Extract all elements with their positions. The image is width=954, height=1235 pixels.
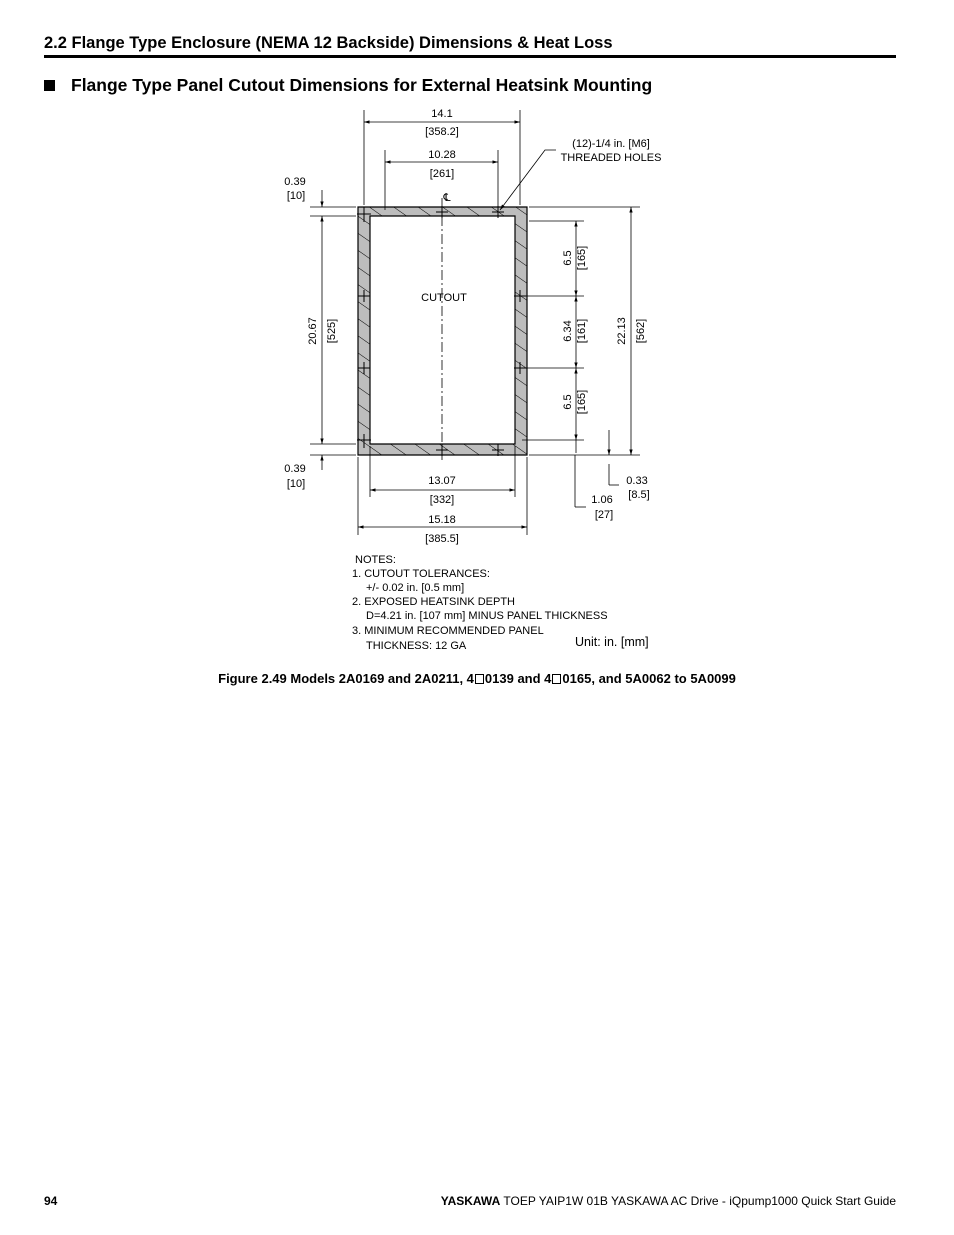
seg3-mm-label: [165] bbox=[576, 389, 588, 415]
svg-text:NOTES:: NOTES: bbox=[355, 554, 396, 566]
bottom-margin-mm-label: [10] bbox=[286, 478, 306, 490]
svg-text:3. MINIMUM RECOMMENDED PANEL: 3. MINIMUM RECOMMENDED PANEL bbox=[352, 625, 544, 637]
box-placeholder-icon bbox=[552, 674, 561, 684]
top-width-mm-label: [358.2] bbox=[425, 126, 459, 138]
svg-text:1. CUTOUT TOLERANCES:: 1. CUTOUT TOLERANCES: bbox=[352, 568, 490, 580]
inner-bottom-width-mm-label: [332] bbox=[429, 494, 455, 506]
centerline-symbol: ℄ bbox=[443, 192, 451, 204]
hole-note-line1: (12)-1/4 in. [M6] bbox=[572, 138, 650, 150]
inner-top-width-label: 10.28 bbox=[428, 149, 456, 161]
offset-b-label: 1.06 bbox=[591, 494, 613, 506]
offset-b-mm-label: [27] bbox=[594, 509, 614, 521]
total-height-label: 22.13 bbox=[616, 317, 628, 345]
svg-text:THICKNESS: 12 GA: THICKNESS: 12 GA bbox=[366, 640, 467, 652]
seg2-label: 6.34 bbox=[562, 320, 574, 342]
square-bullet-icon bbox=[44, 80, 55, 91]
hole-note-line2: THREADED HOLES bbox=[560, 152, 662, 164]
seg2-mm-label: [161] bbox=[576, 318, 588, 344]
sub-heading bbox=[44, 74, 904, 96]
inner-top-width-mm-label: [261] bbox=[429, 168, 455, 180]
cutout-dimension-drawing bbox=[260, 100, 680, 660]
svg-text:2. EXPOSED HEATSINK DEPTH: 2. EXPOSED HEATSINK DEPTH bbox=[352, 596, 516, 608]
svg-text:+/- 0.02 in. [0.5 mm]: +/- 0.02 in. [0.5 mm] bbox=[366, 582, 465, 594]
left-height-mm-label: [525] bbox=[326, 318, 338, 344]
figure-caption: Figure 2.49 Models 2A0169 and 2A0211, 4 0139 and 4 0165, and 5A0062 to 5A0099 bbox=[218, 671, 736, 686]
total-height-mm-label: [562] bbox=[635, 318, 647, 344]
seg3-label: 6.5 bbox=[562, 394, 574, 410]
footer-doc-title: TOEP YAIP1W 01B YASKAWA AC Drive - iQpump1000 Quick Start Guide bbox=[500, 1194, 896, 1208]
threaded-hole-marks bbox=[357, 206, 526, 456]
top-margin-label: 0.39 bbox=[284, 176, 306, 188]
box-placeholder-icon bbox=[475, 674, 484, 684]
offset-a-mm-label: [8.5] bbox=[628, 489, 650, 501]
notes-block bbox=[352, 554, 608, 652]
section-header: 2.2 Flange Type Enclosure (NEMA 12 Backside) Dimensions & Heat Loss bbox=[44, 33, 896, 58]
seg1-label: 6.5 bbox=[562, 250, 574, 266]
hole-leader-line bbox=[500, 150, 556, 210]
offset-a-label: 0.33 bbox=[626, 475, 648, 487]
footer-brand: YASKAWA bbox=[440, 1194, 501, 1208]
seg1-mm-label: [165] bbox=[576, 245, 588, 271]
page-number: 94 bbox=[44, 1194, 58, 1208]
left-height-label: 20.67 bbox=[307, 317, 319, 345]
top-width-label: 14.1 bbox=[431, 108, 453, 120]
inner-bottom-width-label: 13.07 bbox=[428, 475, 456, 487]
flange-frame bbox=[358, 207, 527, 455]
cutout-label: CUTOUT bbox=[421, 292, 467, 304]
sub-heading-text: Flange Type Panel Cutout Dimensions for External Heatsink Mounting bbox=[71, 75, 653, 95]
top-margin-mm-label: [10] bbox=[286, 190, 306, 202]
outer-bottom-width-label: 15.18 bbox=[428, 514, 456, 526]
outer-bottom-width-mm-label: [385.5] bbox=[425, 533, 459, 545]
footer-title bbox=[441, 1194, 896, 1208]
svg-text:D=4.21 in. [107 mm] MINUS PANE: D=4.21 in. [107 mm] MINUS PANEL THICKNESS bbox=[366, 610, 608, 622]
unit-label: Unit: in. [mm] bbox=[575, 635, 649, 649]
bottom-margin-label: 0.39 bbox=[284, 463, 306, 475]
